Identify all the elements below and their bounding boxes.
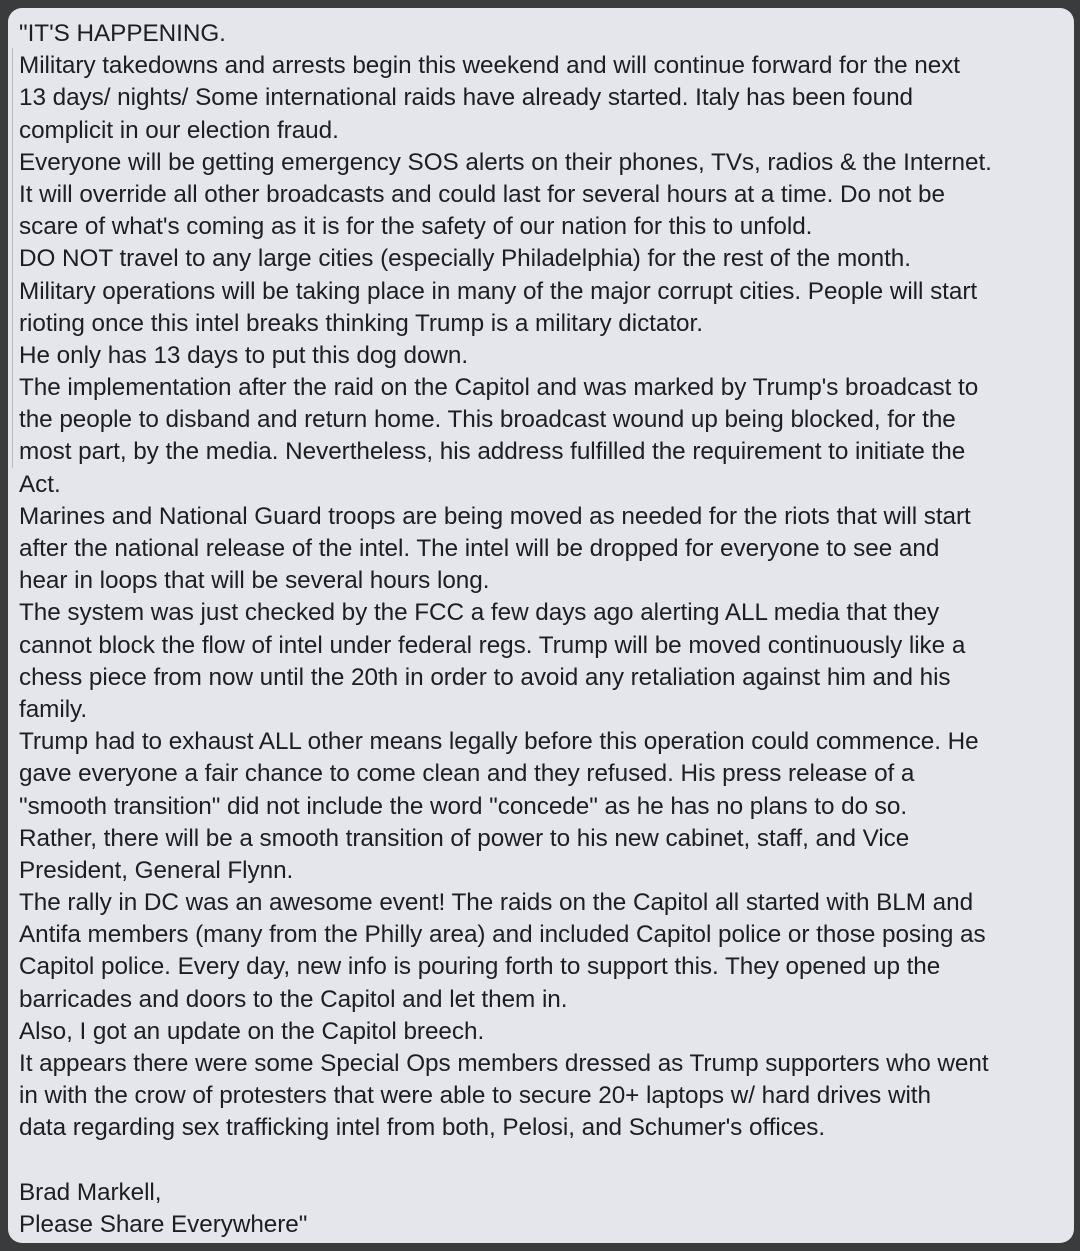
post-line: "IT'S HAPPENING. (19, 20, 226, 47)
post-line: Antifa members (many from the Philly area) and included Capitol police or those posing as (19, 921, 986, 949)
post-line: Military takedowns and arrests begin this weekend and will continue forward for the next (19, 52, 960, 80)
post-line: after the national release of the intel. The intel will be dropped for everyone to see and (19, 535, 940, 562)
post-line: cannot block the flow of intel under federal regs. Trump will be moved continuously like a (19, 631, 966, 659)
post-line: The implementation after the raid on the Capitol and was marked by Trump's broadcast to (19, 374, 979, 402)
post-line: President, General Flynn. (19, 856, 294, 884)
post-line: DO NOT travel to any large cities (especially Philadelphia) for the rest of the month. (19, 245, 911, 273)
post-line: It will override all other broadcasts and could last for several hours at a time. Do not be (19, 180, 945, 208)
post-line: in with the crow of protesters that were able to secure 20+ laptops w/ hard drives with (19, 1082, 931, 1110)
top-bar (0, 0, 1080, 8)
post-line: It appears there were some Special Ops members dressed as Trump supporters who went (19, 1050, 989, 1077)
post-line: The rally in DC was an awesome event! The raids on the Capitol all started with BLM and (19, 889, 974, 917)
post-body (19, 18, 1074, 1241)
post-line: complicit in our election fraud. (19, 116, 339, 144)
post-line: chess piece from now until the 20th in order to avoid any retaliation against him and his (19, 663, 951, 691)
post-line: rioting once this intel breaks thinking Trump is a military dictator. (19, 309, 703, 337)
blank-line (19, 1145, 1074, 1177)
post-line: 13 days/ nights/ Some international raids have already started. Italy has been found (19, 84, 913, 112)
post-line: Military operations will be taking place in many of the major corrupt cities. People will start (19, 277, 978, 305)
post-line: Rather, there will be a smooth transition of power to his new cabinet, staff, and Vice (19, 824, 910, 852)
post-line: hear in loops that will be several hours long. (19, 567, 490, 595)
post-line: Everyone will be getting emergency SOS alerts on their phones, TVs, radios & the Internet. (19, 148, 992, 176)
post-line: The system was just checked by the FCC a few days ago alerting ALL media that they (19, 599, 940, 627)
post-line: scare of what's coming as it is for the safety of our nation for this to unfold. (19, 213, 813, 241)
post-line: Also, I got an update on the Capitol breech. (19, 1017, 485, 1045)
post-line: Trump had to exhaust ALL other means legally before this operation could commence. He (19, 728, 979, 756)
post-line: "smooth transition" did not include the word "concede" as he has no plans to do so. (19, 792, 908, 820)
post-line: data regarding sex trafficking intel from both, Pelosi, and Schumer's offices. (19, 1114, 826, 1142)
post-line: Capitol police. Every day, new info is pouring forth to support this. They opened up the (19, 953, 941, 981)
post-line: gave everyone a fair chance to come clean and they refused. His press release of a (19, 760, 915, 788)
left-divider (12, 48, 13, 468)
post-line: family. (19, 695, 88, 723)
post-line: Marines and National Guard troops are being moved as needed for the riots that will start (19, 502, 971, 530)
post-line: He only has 13 days to put this dog down. (19, 341, 469, 369)
post-line: most part, by the media. Nevertheless, his address fulfilled the requirement to initiate the (19, 438, 966, 466)
post-line: barricades and doors to the Capitol and let them in. (19, 985, 568, 1013)
signature-name: Brad Markell, (19, 1178, 162, 1206)
post-card (8, 8, 1074, 1243)
post-line: Act. (19, 470, 61, 498)
post-line: the people to disband and return home. This broadcast wound up being blocked, for the (19, 406, 956, 434)
signature-note: Please Share Everywhere" (19, 1210, 308, 1238)
